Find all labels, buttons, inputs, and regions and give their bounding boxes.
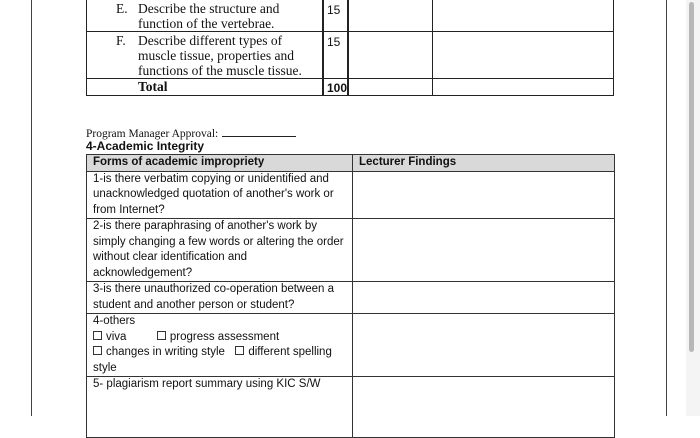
grading-row-e-line2: function of the vertebrae. xyxy=(138,16,275,31)
row4-options-line1 xyxy=(93,330,346,346)
row1-findings-cell[interactable] xyxy=(353,171,615,219)
table-row xyxy=(87,377,615,438)
grading-row-f-marks: 15 xyxy=(327,35,341,49)
scrollbar-thumb[interactable] xyxy=(689,2,694,352)
row4-cell xyxy=(87,314,353,377)
row5-findings-cell[interactable] xyxy=(353,377,615,438)
row5-text: 5- plagiarism report summary using KIC S/W xyxy=(87,377,353,438)
academic-integrity-table xyxy=(86,154,615,438)
row1-text: 1-is there verbatim copying or unidentified and unacknowledged quotation of another's work or from Internet? xyxy=(87,171,353,219)
option-progress-label: progress assessment xyxy=(169,330,280,343)
row2-findings-cell[interactable] xyxy=(353,219,615,282)
table-row xyxy=(87,282,615,314)
approval-signature-line[interactable] xyxy=(222,127,296,137)
section-title: 4-Academic Integrity xyxy=(86,139,205,153)
checkbox-writing-style[interactable] xyxy=(93,346,102,355)
grading-row-f-letter: F. xyxy=(116,33,126,48)
page-left-border xyxy=(31,0,32,416)
grading-total-value: 100 xyxy=(327,81,348,95)
approval-label: Program Manager Approval: xyxy=(86,128,219,140)
row4-findings-cell[interactable] xyxy=(353,314,615,377)
checkbox-different-spelling[interactable] xyxy=(235,346,244,355)
header-forms: Forms of academic impropriety xyxy=(87,155,353,172)
table-row xyxy=(87,219,615,282)
row4-title: 4-others xyxy=(93,315,136,327)
checkbox-viva[interactable] xyxy=(93,331,102,340)
table-header-row xyxy=(87,155,615,172)
row3-text: 3-is there unauthorized co-operation between a student and another person or student? xyxy=(87,282,353,314)
option-spelling-label: different spelling xyxy=(248,346,332,358)
grading-row-e-marks: 15 xyxy=(327,3,341,17)
table-row xyxy=(87,171,615,219)
row2-text: 2-is there paraphrasing of another's work by simply changing a few words or altering the order without clear identification and acknowledgement? xyxy=(87,219,353,282)
row4-options-line2 xyxy=(93,345,346,361)
row3-findings-cell[interactable] xyxy=(353,282,615,314)
grading-row-f-line1: Describe different types of xyxy=(138,33,283,48)
grading-total-label: Total xyxy=(138,79,168,94)
page-right-border xyxy=(666,0,667,416)
grading-row-e-letter: E. xyxy=(116,1,128,16)
grading-row-f-line2: muscle tissue, properties and xyxy=(138,48,294,63)
grading-row-f-line3: functions of the muscle tissue. xyxy=(138,63,302,78)
option-spelling-cont: style xyxy=(93,361,117,374)
header-findings: Lecturer Findings xyxy=(353,155,615,172)
grading-row-e-line1: Describe the structure and xyxy=(138,1,280,16)
checkbox-progress-assessment[interactable] xyxy=(157,331,166,340)
grading-table xyxy=(86,0,614,96)
table-row xyxy=(87,314,615,377)
option-writing-label: changes in writing style xyxy=(106,346,225,358)
option-viva-label: viva xyxy=(106,330,127,343)
